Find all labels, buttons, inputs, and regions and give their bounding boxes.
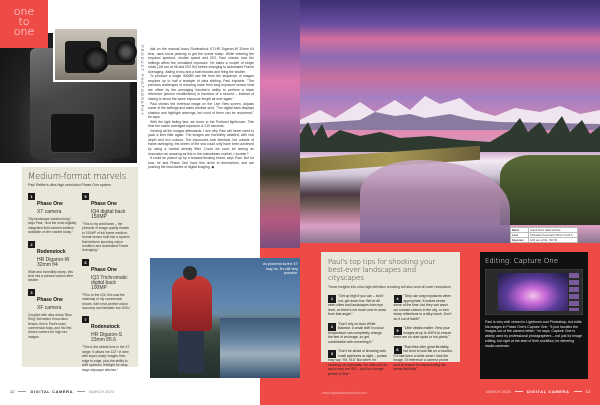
- item-number: 5: [82, 193, 89, 200]
- tip-text: "Raw files offer great flexibility, but tend to look flat on a monitor. If it has been a while since I shot the image, I'll reference a camera phone shot to ensure I'm representing the scene faithfully.": [393, 344, 453, 371]
- thumbnail-strip: [569, 273, 579, 311]
- tip-item: [328, 349, 388, 376]
- gear-item: [82, 192, 132, 253]
- issue-date: MARCH 2020: [486, 389, 511, 394]
- item-number: 2: [28, 241, 35, 248]
- accent-strip: [260, 378, 300, 405]
- photographer-coast-photo: [150, 258, 300, 378]
- tip-item: [328, 322, 388, 345]
- issue-date: MARCH 2020: [89, 389, 114, 394]
- folio-divider: [77, 391, 85, 392]
- tips-column: [328, 294, 388, 381]
- tip-text: "Only use long exposures when appropriate. It makes sense some of the time, but they can wash out sunrise colours in the sky, or turn sharp reflections to a silky mush. Don't do it out of habit!": [393, 294, 452, 321]
- gear-item: [82, 315, 132, 371]
- badge-word: to: [18, 15, 30, 28]
- camera-lens: [83, 47, 109, 73]
- gear-description: "Prior to the IQ4, this was the mainstay of my commercial shoots, with near-perfect colour accuracy and fantastic low ISOs.": [82, 292, 131, 311]
- body-paragraph: With the light fading fast, we move to the Portland lighthouse. This time the scene averaged exposure is 210 seconds.: [148, 119, 254, 129]
- exif-key: Lens: [511, 233, 529, 238]
- gear-name: Phase One: [37, 296, 63, 303]
- magazine-name: DIGITAL CAMERA: [30, 389, 74, 394]
- tips-panel: [321, 252, 460, 376]
- gear-item: [28, 240, 78, 283]
- page-number: 13: [585, 389, 590, 394]
- page-number: 12: [10, 389, 15, 394]
- gear-name: Phase One: [91, 201, 117, 207]
- cameras-product-photo: [53, 27, 139, 82]
- item-number: 1: [28, 193, 35, 200]
- gear-item: [28, 192, 78, 235]
- folio-divider: [574, 391, 582, 392]
- photo-credit: PRODUCT PHOTOGRAPHY: [140, 45, 145, 116]
- gear-column: [28, 192, 78, 377]
- tips-title: Paul's top tips for shooting your best-ever landscapes and cityscapes: [328, 257, 436, 282]
- gear-name: Rodenstock: [37, 248, 66, 255]
- tip-item: [394, 294, 454, 321]
- gear-model: XF camera: [37, 304, 62, 311]
- sea-waves: [220, 318, 300, 378]
- tip-text: "Don't rely on Auto White Balance. A small shift in colour temperature can completely change the feel of an image, so get comfortable with correcting it.": [328, 321, 384, 344]
- gear-column: [82, 192, 132, 377]
- photographer-head: [183, 266, 197, 280]
- item-number: 6: [82, 259, 89, 266]
- item-number: 7: [82, 316, 89, 323]
- editing-title: Editing: Capture One: [485, 257, 559, 265]
- body-paragraph: dial on the manual focus Rodenstock XT-HR Digaron-W 32mm f/4 lens, uses focus peaking to get the scene sharp. While entering the required aperture, shutter speed and ISO, Paul checks how the settings affect the simulated exposure. He takes a couple of single shots (1/8 sec at f/8 and ISO 50) before changing to Automated Frame Averaging, dialing in two and a half minutes and firing the shutter.: [148, 47, 254, 74]
- tip-number: 6: [394, 346, 402, 354]
- gear-name: Phase One: [91, 266, 117, 273]
- body-paragraph: Paul checks the eventual image on the Live View screen, adjusts some of the settings and takes another shot. "The digital back displays shadow and highlight warnings, but most of them can be recovered," he says.: [148, 101, 254, 120]
- tips-subtitle: These insights into ultra-high-definition shooting will also work at lower resolutions: [328, 285, 451, 289]
- body-paragraph: It could be picked up by a forward-thinking brand, says Paul. But for now, he and Phase One have this niche to themselves, and are pushing the boundaries of digital imaging. ◆: [148, 156, 254, 170]
- tree-line: [300, 112, 600, 152]
- gear-description: "This is the widest lens in the XT range. It allows me 122° of view with super-sharp images from edge to edge, plus the ability to shift up/down, left/right for easy large cityscape stitches.": [82, 345, 130, 372]
- capture-one-screenshot: [485, 269, 583, 315]
- bagged-camera: [50, 113, 95, 153]
- body-paragraph: Viewing all the images afterwards, I see why Paul will never need to pack a lens filter again. The images are incredibly detailed, with real depth and rich colours. The exposures look identical, but outside of frame averaging, the sheen of the sea could only have been achieved by using a neutral density filter. Could we soon be seeing an innovation as amazing as this in the mainstream market, I wonder?: [148, 128, 254, 156]
- editing-sidebar: [480, 252, 588, 379]
- gear-model: IQ4 digital back 150MP: [91, 209, 126, 220]
- body-paragraph: To produce a single 300MB raw file from the sequence of images requires up to half a terabyte of data shifting, Paul explains: "The previous challenges of reducing noise from long-exposure sensor heat are offset by the averaging function's ability to perform a black reference [sensor recalibration] in fractions of a second – instead of having to shoot the same exposure length all over again.": [148, 74, 254, 102]
- folio-right: [486, 389, 590, 394]
- gear-model: IQ3 Trichromatic digital back 100MP: [91, 274, 128, 291]
- editing-text: Paul is very well versed in Lightroom and Photoshop, but edits his images in Phase One's Capture One. "It just handles the images out of the camera better," he says. Capture One is widely used by professional photographers – not just for image editing, but right at the start of their workflow, for tethering studio cameras.: [485, 320, 583, 348]
- gear-model: XT camera: [37, 209, 62, 215]
- photographer-legs: [178, 328, 204, 373]
- gear-description: Coupled with ultra-sharp 'Blue Ring' Schneider Kreuznach lenses, this is Paul's main commercial body, and his first choice camera for high-res images.: [28, 312, 72, 339]
- grass-bank-right: [500, 155, 600, 225]
- exif-row: [511, 238, 578, 243]
- exif-value: 1/20 sec at f/11, ISO 50: [529, 238, 578, 243]
- tip-item: [394, 326, 454, 340]
- article-body: [148, 47, 254, 170]
- tip-text: "Get up high if you can – but if not, get down low. We've all seen cities and landscapes from eye level, so there's not much new to show from that angle.": [328, 294, 387, 316]
- tip-item: [328, 294, 388, 317]
- folio-divider: [18, 391, 26, 392]
- item-number: 3: [28, 289, 35, 296]
- tip-number: 4: [394, 295, 402, 303]
- river-reflection: [360, 160, 510, 243]
- badge-word: one: [13, 25, 35, 38]
- red-jacket: [172, 276, 212, 331]
- gear-model: HR Digaron-W 32mm f/4: [37, 256, 70, 268]
- photo-caption: As powerful as the XT may be, it's still very portable.: [262, 262, 298, 276]
- gear-name: Phase One: [37, 201, 63, 207]
- gear-item: [82, 258, 132, 311]
- camera-lens: [115, 41, 137, 63]
- website-url: www.digitalcameraworld.com: [322, 391, 368, 395]
- exif-table: [510, 227, 578, 243]
- tip-text: "Little details matter. View your images at up to 400% to ensure there are no dust spots or hot pixels.": [393, 326, 452, 339]
- light-trails-image: [498, 273, 568, 311]
- magazine-name: DIGITAL CAMERA: [526, 389, 570, 394]
- exif-key: Exposure: [511, 238, 529, 243]
- gear-item: [28, 288, 78, 339]
- exif-value: Grand Teton National Park: [529, 228, 578, 233]
- tip-number: 1: [328, 295, 336, 303]
- exif-key: Name: [511, 228, 529, 233]
- gear-description: "My landscape camera body," says Paul, "and the most digitally integrated field camera solution available on the market today.": [28, 217, 77, 235]
- panel-subtitle: Paul Reiffer's ultra-high-resolution Phase One system: [28, 183, 112, 187]
- tip-item: [394, 345, 454, 372]
- tip-number: 2: [328, 323, 336, 331]
- gear-description: "This is my workhorse – the pinnacle of image quality thanks to 151MP of full frame medium-format sensor built into a system that delivers stunning colour rendition and Automated Frame Averaging.": [82, 222, 130, 253]
- teton-landscape-photo: [300, 0, 600, 243]
- right-page: [300, 0, 600, 405]
- gear-name: Rodenstock: [91, 324, 120, 331]
- gear-model: HR Digaron-S 23mm f/5.6: [91, 332, 123, 344]
- tip-text: "Don't be afraid of shooting with small apertures at night – purists may say: 'f/8, f/11!' But when I'm shooting car light trails, I'm often at f/16 and a very low ISO – just for a longer period of time.": [328, 349, 387, 376]
- gear-description: Wide and incredibly sharp, this lens has a precise carbon-fibre shutter.: [28, 269, 74, 283]
- exif-value: Schneider Kreuznach 35mm LS f/3.5: [529, 233, 578, 238]
- panel-title: Medium-format marvels: [28, 172, 126, 182]
- landscape-photo-left-bleed: [260, 0, 300, 255]
- folio-left: [10, 389, 114, 394]
- badge-word: one: [13, 5, 35, 18]
- folio-divider: [515, 391, 523, 392]
- tips-column: [394, 294, 454, 381]
- section-badge: [0, 0, 48, 48]
- tip-number: 3: [328, 350, 336, 358]
- tip-number: 5: [394, 327, 402, 335]
- gear-panel: [22, 167, 138, 372]
